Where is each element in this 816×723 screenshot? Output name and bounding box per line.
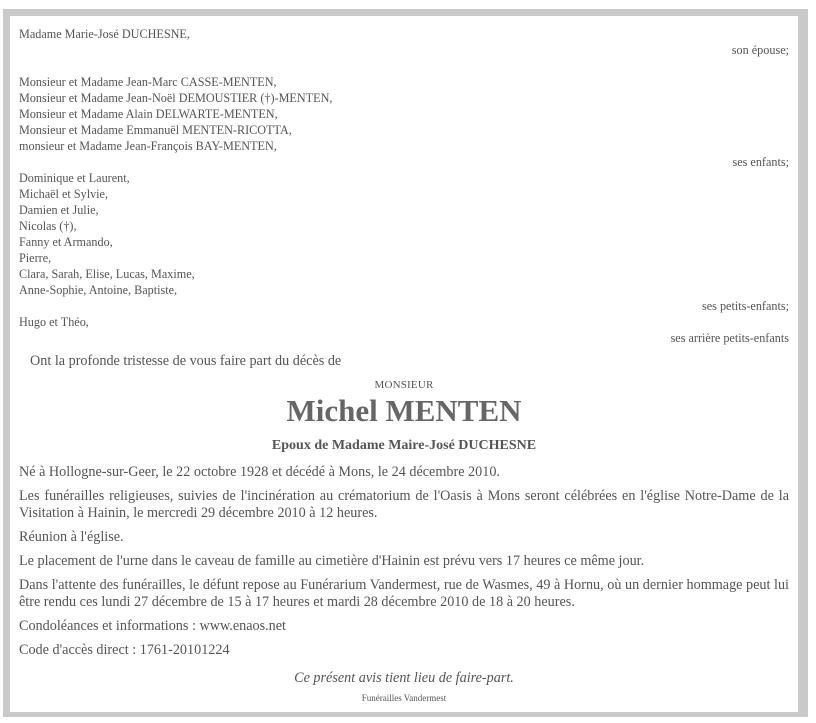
family-name-line: Monsieur et Madame Jean-Marc CASSE-MENTEN, <box>19 75 277 89</box>
family-name-line: Pierre, <box>19 251 52 265</box>
birth-death-paragraph: Né à Hollogne-sur-Geer, le 22 octobre 1928 et décédé à Mons, le 24 décembre 2010. <box>19 464 500 480</box>
family-name-line: Monsieur et Madame Jean-Noël DEMOUSTIER (†)-MENTEN, <box>19 91 333 105</box>
announcement-intro: Ont la profonde tristesse de vous faire part du décès de <box>30 353 342 369</box>
grandchildren-block <box>19 170 789 314</box>
family-name-line: Monsieur et Madame Emmanuël MENTEN-RICOTTA, <box>19 123 292 137</box>
family-name-line: monsieur et Madame Jean-François BAY-MENTEN, <box>19 139 277 153</box>
family-name-line: Clara, Sarah, Elise, Lucas, Maxime, <box>19 267 195 281</box>
family-role-label: ses arrière petits-enfants <box>670 331 789 345</box>
family-name-line: Michaël et Sylvie, <box>19 187 109 201</box>
meeting-paragraph: Réunion à l'église. <box>19 529 124 545</box>
family-name-line: Anne-Sophie, Antoine, Baptiste, <box>19 283 178 297</box>
family-role-label: son épouse; <box>731 43 789 57</box>
family-name-line: Nicolas (†), <box>19 219 77 233</box>
family-name-line: Madame Marie-José DUCHESNE, <box>19 27 190 41</box>
family-name-line: Monsieur et Madame Alain DELWARTE-MENTEN, <box>19 107 278 121</box>
funeral-paragraph: Les funérailles religieuses, suivies de l'incinération au crématorium de l'Oasis à Mons seront célébrées en l'église Notre-Dame de la Visitation à Hainin, le mercredi 29 décembre 2010 à 12 heures. <box>19 488 789 521</box>
family-role-label: ses petits-enfants; <box>702 299 789 313</box>
family-name-line: Dominique et Laurent, <box>19 171 130 185</box>
signature: Funérailles Vandermest <box>361 693 447 703</box>
urn-paragraph: Le placement de l'urne dans le caveau de famille au cimetière d'Hainin est prévu vers 17 heures ce même jour. <box>19 553 645 569</box>
family-name-line: Damien et Julie, <box>19 203 99 217</box>
great-grandchildren-block <box>19 314 789 346</box>
visitation-paragraph: Dans l'attente des funérailles, le défunt repose au Funérarium Vandermest, rue de Wasmes, 49 à Hornu, où un dernier hommage peut lui être rendu ces lundi 27 décembre de 15 à 17 heures et mardi 28 décembre 2010 de 18 à 20 heures. <box>19 577 789 610</box>
honorific-title: MONSIEUR <box>374 379 434 391</box>
closing-note: Ce présent avis tient lieu de faire-part. <box>294 670 514 686</box>
deceased-name: Michel MENTEN <box>286 393 522 428</box>
family-role-label: ses enfants; <box>732 155 789 169</box>
notice-paper <box>10 16 798 712</box>
spouse-line: Epoux de Madame Maire-José DUCHESNE <box>271 438 537 453</box>
spouse-block <box>19 26 789 58</box>
children-block <box>19 74 789 170</box>
family-name-line: Hugo et Théo, <box>19 315 89 329</box>
condolences-paragraph: Condoléances et informations : www.enaos.net <box>19 618 286 634</box>
access-code-paragraph: Code d'accès direct : 1761-20101224 <box>19 642 230 658</box>
family-name-line: Fanny et Armando, <box>19 235 113 249</box>
